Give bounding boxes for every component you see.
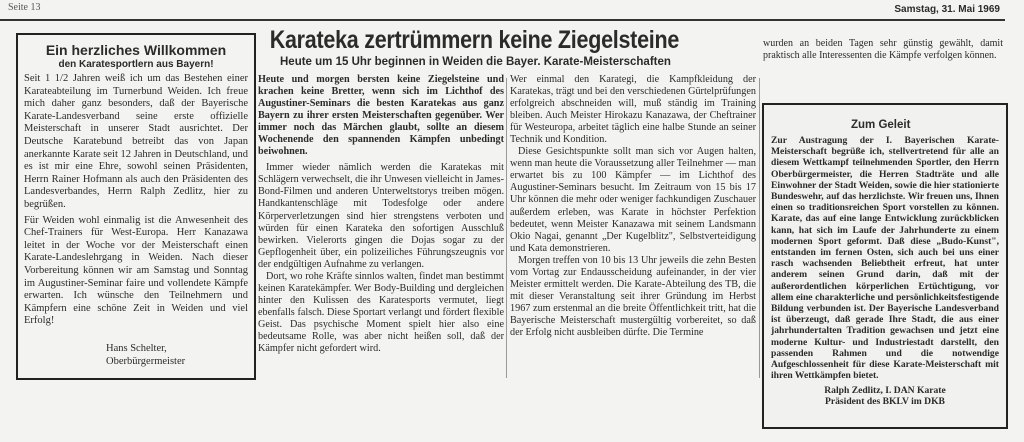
header-rule bbox=[0, 19, 1005, 21]
geleit-signature bbox=[771, 385, 999, 407]
article-column-1 bbox=[258, 74, 504, 355]
article-paragraph: Wer einmal den Karategi, die Kampfkleidung der Karatekas, trägt und bei den verschiedenen Gürtelprüfungen erfolgreich abschneiden will, muß ständig im Training bleiben. Auch Meister Hirokazu Kanazawa, der Cheftrainer für Westeuropa, arbeitet täglich eine halbe Stunde an seiner Technik und Kondition. bbox=[510, 74, 756, 146]
welcome-signature-title: Oberbürgermeister bbox=[106, 355, 186, 367]
page-header bbox=[0, 0, 1024, 22]
geleit-body: Zur Austragung der I. Bayerischen Karate-Meisterschaft begrüße ich, stellvertretend für alle an diesem Wettkampf teilnehmenden Sportler, den Herrn Oberbürgermeister, die Herren Stadträte und alle Einwohner der Stadt Weiden, sowie die hier stationierte Bundeswehr, auf das herzlichste. Wir freuen uns, Ihnen einen so traditionsreichen Sport vorstellen zu können. Karate, das auf eine lange Entwicklung zurückblicken kann, hat sich im Laufe der Jahrhunderte zu einem modernen Sport geformt. Daß diese „Budo-Kunst", entstanden im fernen Osten, sich auch bei uns einer rasch wachsenden Beliebtheit erfreut, hat unter anderem seinen Grund darin, daß mit der außerordentlichen körperlichen Ertüchtigung, vor allem eine charakterliche und persönlichkeitsfestigende Bildung verbunden ist. Der Bayerische Landesverband ist überzeugt, daß gerade Ihre Stadt, die aus einer jahrhundertalten Tradition gewachsen und jetzt eine moderne Kultur- und Industriestadt darstellt, den passenden Rahmen und die notwendige Aufgeschlossenheit für diese Karate-Meisterschaft mit ihren Wettkämpfen bietet. bbox=[771, 135, 999, 382]
welcome-subtitle: den Karatesportlern aus Bayern! bbox=[58, 59, 214, 70]
welcome-signature bbox=[24, 342, 248, 368]
welcome-signature-name: Hans Schelter, bbox=[106, 342, 167, 354]
welcome-paragraph: Für Weiden wohl einmalig ist die Anwesenheit des Chef-Trainers für West-Europa. Herr Kanazawa leitet in der Woche vor der Meisterschaft einen Karate-Landeslehrgang in Weiden. Nach dieser Vorbereitung können wir am Samstag und Sonntag im Augustiner-Seminar faire und vollendete Kämpfe erwarten. Ich wünsche den Teilnehmern und Kämpfern eine schöne Zeit in Weiden und viel Erfolg! bbox=[24, 214, 248, 327]
issue-date: Samstag, 31. Mai 1969 bbox=[894, 4, 1000, 15]
article-paragraph: wurden an beiden Tagen sehr günstig gewählt, damit praktisch alle Interessenten die Kämpfe verfolgen können. bbox=[763, 38, 1003, 61]
welcome-paragraph: Seit 1 1/2 Jahren weiß ich um das Bestehen einer Karateabteilung im Turnerbund Weiden. Ich freue mich daher ganz besonders, daß der Bayerische Karate-Landesverband seine erste offizielle Meisterschaft in unserer Stadt ausrichtet. Der Deutsche Karatebund betreibt das von Japan anerkannte Karate seit 12 Jahren in Deutschland, und es ist mir eine Ehre, sowohl seinen Präsidenten, Herrn Rainer Hofmann als auch den Präsidenten des Landesverbandes, Herrn Ralph Zedlitz, hier zu begrüßen. bbox=[24, 73, 248, 210]
article-paragraph: Immer wieder nämlich werden die Karatekas mit Schlägern verwechselt, die ihr Unwesen vielleicht in James-Bond-Filmen und anderen Unterweltstorys treiben mögen. Handkantenschläge mit Todesfolge oder andere Körperverletzungen sind hier strengstens verboten und würden für einen Karateka den sofortigen Ausschluß bewirken. Vielerorts gingen die Dojas sogar zu der Gepflogenheit über, ein polizeiliches Führungszeugnis vor der endgültigen Aufnahme zu verlangen. bbox=[258, 162, 504, 270]
article-paragraph: Diese Gesichtspunkte sollt man sich vor Augen halten, wenn man heute die Voraussetzung aller Teilnehmer — man erwartet bis zu 100 Kämpfer — im Lichthof des Augustiner-Seminars besucht. Im Zeitraum von 15 bis 17 Uhr können die mehr oder weniger fachkundigen Zuschauer außerdem erleben, was Karate in höchster Perfektion bedeutet, wenn Meister Kanazawa mit seinem Landsmann Okio Nagai, genannt „Der Kugelblitz", Selbstverteidigung und Kata demonstrieren. bbox=[510, 146, 756, 254]
geleit-signature-line1: Ralph Zedlitz, I. DAN Karate bbox=[824, 385, 946, 397]
welcome-title: Ein herzliches Willkommen bbox=[45, 42, 227, 58]
column-divider bbox=[506, 78, 507, 378]
welcome-box bbox=[16, 33, 256, 380]
column-divider bbox=[759, 78, 760, 378]
article-column-2 bbox=[510, 74, 756, 339]
article-headline: Karateka zertrümmern keine Ziegelsteine bbox=[269, 26, 680, 54]
article-subheadline: Heute um 15 Uhr beginnen in Weiden die Bayer. Karate-Meisterschaften bbox=[280, 56, 671, 68]
geleit-box bbox=[762, 103, 1008, 429]
article-lead: Heute und morgen bersten keine Ziegelsteine und krachen keine Bretter, wenn sich im Lichthof des Augustiner-Seminars die besten Karatekas aus ganz Bayern zu ihrer ersten Meisterschaften gegenüber. Wer immer noch das Märchen glaubt, sollte an diesem Wochenende den spannenden Kämpfen unbedingt beiwohnen. bbox=[258, 74, 504, 158]
article-column-3 bbox=[763, 38, 1003, 61]
geleit-signature-line2: Präsident des BKLV im DKB bbox=[825, 396, 945, 408]
geleit-title: Zum Geleit bbox=[851, 119, 911, 131]
article-paragraph: Dort, wo rohe Kräfte sinnlos walten, findet man bestimmt keinen Karatekämpfer. Wer Body-Building und dergleichen hinter den Kulissen des Karatesports vermutet, liegt ebenfalls falsch. Diese Sportart verlangt und fördert flexible Geist. Das psychische Moment spielt hier also eine bedeutsame Rolle, was aber nicht heißen soll, daß der Kämpfer nicht gefordert wird. bbox=[258, 270, 504, 355]
page-number: Seite 13 bbox=[8, 2, 41, 13]
article-paragraph: Morgen treffen von 10 bis 13 Uhr jeweils die zehn Besten vom Vortag zur Endausscheidung aufeinander, in der vier Meister ermittelt werden. Die Karate-Abteilung des TB, die mit dieser Veranstaltung seit ihrer Gründung im Herbst 1967 zum erstenmal an die breite Öffentlichkeit tritt, hat die Bayerische Meisterschaft mustergültig vorbereitet, so daß der Erfolg nicht ausbleiben dürfte. Die Termine bbox=[510, 254, 756, 338]
